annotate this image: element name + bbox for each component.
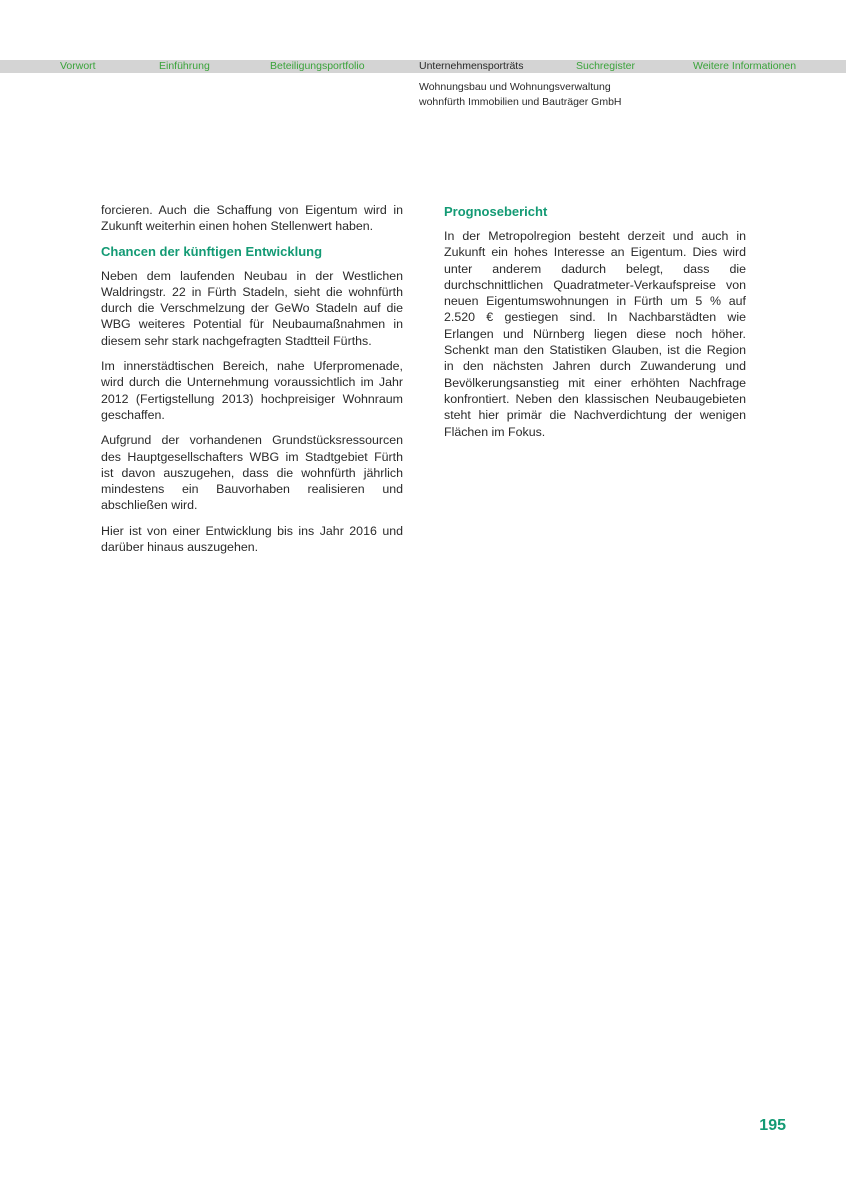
body-paragraph: Hier ist von einer Entwicklung bis ins Jahr 2016 und darüber hinaus auszugehen. <box>101 523 403 555</box>
right-text-column <box>444 202 746 449</box>
nav-item-unternehmensportraets[interactable]: Unternehmensporträts <box>419 60 524 72</box>
body-paragraph: Aufgrund der vorhandenen Grundstücksressourcen des Hauptgesellschafters WBG im Stadtgebiet Fürth ist davon auszugehen, dass die wohnfürth jährlich mindestens ein Bauvorhaben realisieren und abschließen wird. <box>101 433 403 513</box>
nav-item-beteiligungsportfolio[interactable]: Beteiligungsportfolio <box>270 60 365 72</box>
subheader-line-company: wohnfürth Immobilien und Bauträger GmbH <box>419 96 622 108</box>
section-heading-chancen: Chancen der künftigen Entwicklung <box>101 243 323 259</box>
body-paragraph: Neben dem laufenden Neubau in der Westlichen Waldringstr. 22 in Fürth Stadeln, sieht die wohnfürth durch die Verschmelzung der GeWo Stadeln auf die WBG weiteres Potential für Neubaumaßnahmen in diesem sehr stark nachgefragten Stadtteil Fürths. <box>101 268 403 348</box>
nav-item-vorwort[interactable]: Vorwort <box>60 60 96 72</box>
page-number: 195 <box>759 1117 786 1134</box>
left-text-column <box>101 202 403 564</box>
section-subheader <box>419 80 622 110</box>
nav-item-weitere-informationen[interactable]: Weitere Informationen <box>693 60 797 72</box>
top-navigation-bar <box>0 60 846 73</box>
nav-item-suchregister[interactable]: Suchregister <box>576 60 635 72</box>
body-paragraph: Im innerstädtischen Bereich, nahe Uferpromenade, wird durch die Unternehmung voraussichtlich im Jahr 2012 (Fertigstellung 2013) hochpreisiger Wohnraum geschaffen. <box>101 359 403 422</box>
body-paragraph: In der Metropolregion besteht derzeit und auch in Zukunft ein hohes Interesse an Eigentum. Dies wird unter anderem dadurch belegt, dass die durchschnittlichen Quadratmeter-Verkaufspreise von neuen Eigentumswohnungen in Fürth um 5 % auf 2.520 € gestiegen sind. In Nachbarstädten wie Erlangen und Nürnberg liegen diese noch höher. Schenkt man den Statistiken Glauben, ist die Region in den nächsten Jahren durch Zuwanderung und Bevölkerungsanstieg mit einer erhöhten Nachfrage konfrontiert. Neben den klassischen Neubaugebieten steht hier primär die Nachverdichtung der wenigen Flächen im Fokus. <box>444 229 746 439</box>
section-heading-prognosebericht: Prognosebericht <box>444 204 548 219</box>
continuation-paragraph: forcieren. Auch die Schaffung von Eigentum wird in Zukunft weiterhin einen hohen Stellenwert haben. <box>101 203 403 234</box>
subheader-line-category: Wohnungsbau und Wohnungsverwaltung <box>419 81 611 93</box>
nav-item-einfuehrung[interactable]: Einführung <box>159 60 210 72</box>
